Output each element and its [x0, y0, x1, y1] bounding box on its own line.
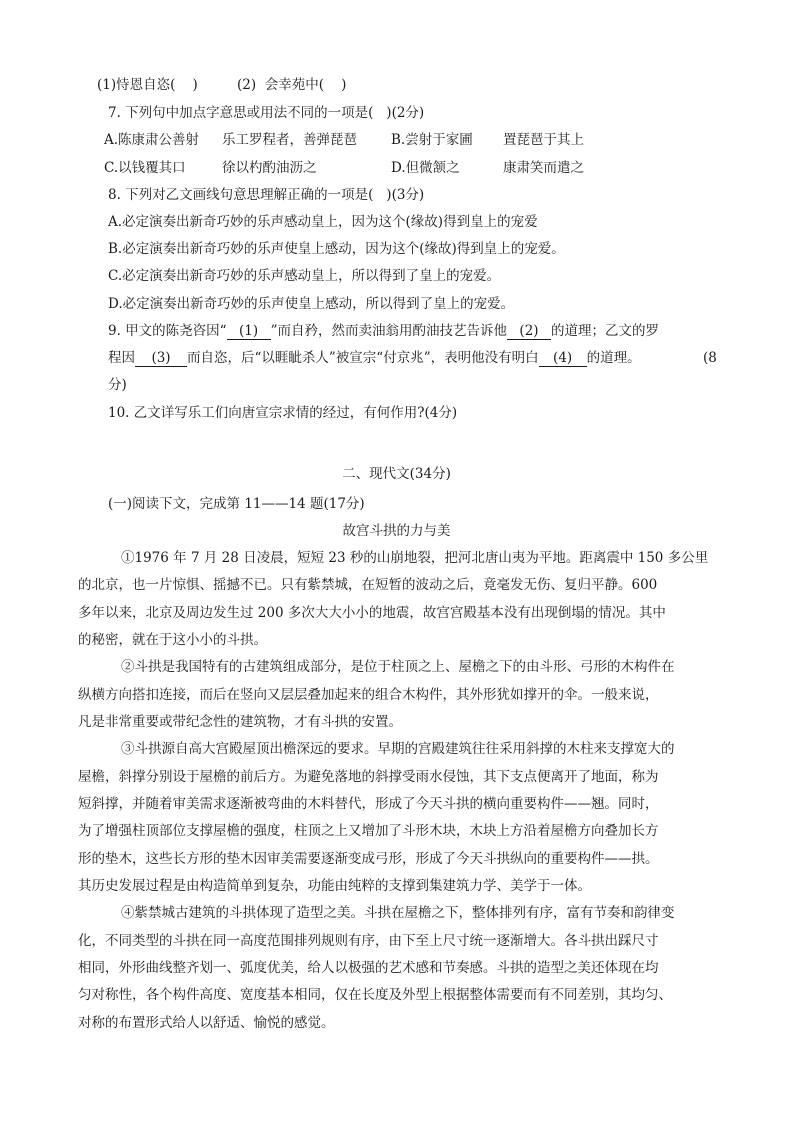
para-3-line-3: 短斜撑，并随着审美需求逐渐被弯曲的木料替代，形成了今天斗拱的横向重要构件——翘。同时， — [78, 796, 659, 812]
q9-line-1 — [108, 322, 659, 340]
q9-blank-2[interactable]: (2) — [507, 323, 551, 340]
q8-stem: 8. 下列对乙文画线句意思理解正确的一项是( )(3分) — [108, 187, 425, 203]
para-1-line-1: ①1976 年 7 月 28 日凌晨，短短 23 秒的山崩地裂，把河北唐山夷为平地。距离震中 150 多公里 — [121, 550, 709, 566]
q9-blank-4[interactable]: (4) — [539, 350, 587, 367]
para-1-line-3: 多年以来，北京及周边发生过 200 多次大大小小的地震，故宫宫殿基本没有出现倒塌的情况。其中 — [78, 605, 666, 621]
q9-text-5: 而自恣，后“以睚眦杀人”被宣宗“付京兆”，表明他没有明白 — [187, 350, 539, 366]
q8-option-c: C.必定演奏出新奇巧妙的乐声感动皇上，所以得到了皇上的宠爱。 — [108, 268, 501, 284]
q7-option-a-pair: 乐工罗程者，善弹琵琶 — [222, 132, 357, 148]
para-2-line-1: ②斗拱是我国特有的古建筑组成部分，是位于柱顶之上、屋檐之下的由斗形、弓形的木构件在 — [121, 659, 675, 675]
section-part-instruction: (一)阅读下文，完成第 11——14 题(17分) — [108, 496, 365, 512]
article-title: 故宫斗拱的力与美 — [342, 523, 451, 539]
q7-option-d-pair: 康肃笑而遣之 — [503, 160, 584, 176]
para-4-line-2: 化，不同类型的斗拱在同一高度范围排列规则有序，由下至上尺寸统一逐渐增大。各斗拱出踩尺寸 — [78, 933, 659, 949]
q7-option-c-pair: 徐以杓酌油沥之 — [222, 160, 317, 176]
q9-text-2: ”而自矜，然而卖油翁用酌油技艺告诉他 — [270, 323, 507, 339]
q7-option-a: A.陈康肃公善射 — [104, 132, 200, 148]
para-4-line-5: 对称的布置形式给人以舒适、愉悦的感觉。 — [78, 1015, 335, 1031]
para-2-line-3: 凡是非常重要或带纪念性的建筑物，才有斗拱的安置。 — [78, 714, 402, 730]
q9-text-3: 的道理；乙文的罗 — [550, 323, 659, 339]
para-2-line-2: 纵横方向搭扣连接，而后在竖向又层层叠加起来的组合木构件，其外形犹如撑开的伞。一般来说， — [78, 687, 659, 703]
para-3-line-4: 为了增强柱顶部位支撑屋檐的强度，柱顶之上又增加了斗形木块，木块上方沿着屋檐方向叠加长方 — [78, 823, 659, 839]
section-heading: 二、现代文(34分) — [342, 466, 451, 482]
q7-option-b: B.尝射于家圃 — [391, 132, 473, 148]
q8-option-d: D.必定演奏出新奇巧妙的乐声使皇上感动，所以得到了皇上的宠爱。 — [108, 296, 515, 312]
q8-option-a: A.必定演奏出新奇巧妙的乐声感动皇上，因为这个(缘故)得到皇上的宠爱 — [108, 214, 538, 230]
para-3-line-6: 其历史发展过程是由构造简单到复杂，功能由纯粹的支撑到集建筑力学、美学于一体。 — [78, 878, 591, 894]
q9-score-a: (8 — [703, 350, 717, 366]
q6-item-1: (1)恃恩自恣( ) — [97, 77, 198, 93]
q10-stem: 10. 乙文详写乐工们向唐宣宗求情的经过，有何作用?(4分) — [108, 405, 458, 421]
para-3-line-2: 屋檐，斜撑分别设于屋檐的前后方。为避免落地的斜撑受雨水侵蚀，其下支点便离开了地面，称为 — [78, 769, 659, 785]
q7-stem: 7. 下列句中加点字意思或用法不同的一项是( )(2分) — [108, 105, 425, 121]
q9-text-6: 的道理。 — [586, 350, 641, 366]
para-1-line-2: 的北京，也一片惊惧、摇撼不已。只有紫禁城，在短暂的波动之后，竟毫发无伤、复归平静。600 — [78, 577, 658, 593]
q7-option-d: D.但微颔之 — [391, 160, 460, 176]
q9-blank-3[interactable]: (3) — [135, 350, 187, 367]
para-4-line-1: ④紫禁城古建筑的斗拱体现了造型之美。斗拱在屋檐之下，整体排列有序，富有节奏和韵律变 — [121, 905, 675, 921]
para-4-line-3: 相同，外形曲线整齐划一、弧度优美，给人以极强的艺术感和节奏感。斗拱的造型之美还体现在均 — [78, 960, 659, 976]
q9-line-2 — [108, 349, 641, 367]
q9-text-4: 程因 — [108, 350, 135, 366]
q6-item-2: (2) 会幸苑中( ) — [237, 77, 347, 93]
para-3-line-1: ③斗拱源自高大宫殿屋顶出檐深远的要求。早期的宫殿建筑往往采用斜撑的木柱来支撑宽大的 — [121, 741, 675, 757]
q7-option-b-pair: 置琵琶于其上 — [503, 132, 584, 148]
q7-option-c: C.以钱覆其口 — [104, 160, 186, 176]
q8-option-b: B.必定演奏出新奇巧妙的乐声使皇上感动，因为这个(缘故)得到皇上的宠爱。 — [108, 241, 565, 257]
q9-blank-1[interactable]: (1) — [227, 323, 271, 340]
q9-text-1: 9. 甲文的陈尧咨因“ — [108, 323, 227, 339]
para-1-line-4: 的秘密，就在于这小小的斗拱。 — [78, 632, 267, 648]
q9-score-b: 分) — [108, 377, 127, 393]
para-3-line-5: 形的垫木，这些长方形的垫木因审美需要逐渐变成弓形，形成了今天斗拱纵向的重要构件——拱。 — [78, 851, 659, 867]
para-4-line-4: 匀对称性，各个构件高度、宽度基本相同，仅在长度及外型上根据整体需要而有不同差别，其均匀、 — [78, 987, 672, 1003]
